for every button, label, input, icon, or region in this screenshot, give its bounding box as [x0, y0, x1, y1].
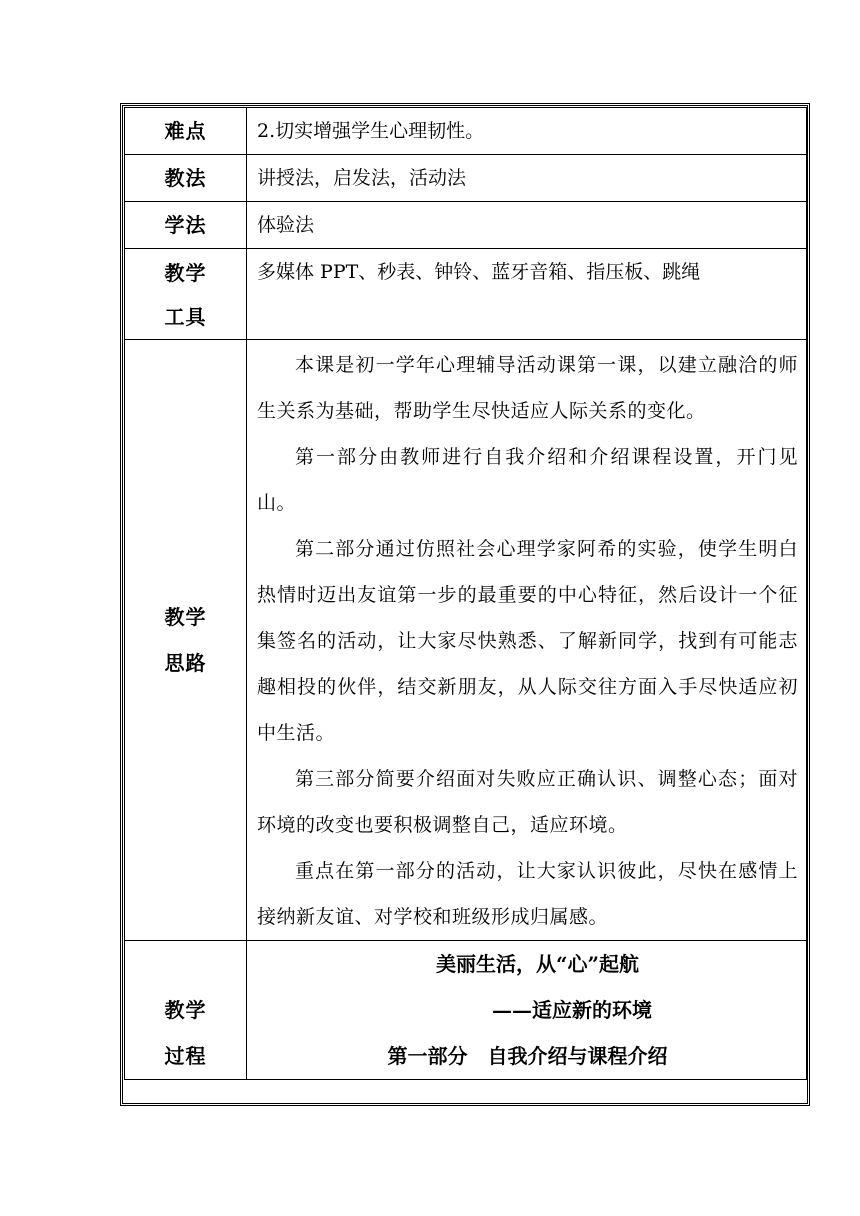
content-learning-method: 体验法 — [247, 202, 807, 249]
label-teaching-method: 教法 — [125, 155, 247, 202]
label-teaching-process-line2: 过程 — [164, 1044, 207, 1068]
row-teaching-tools — [125, 249, 807, 340]
ideas-paragraph: 第三部分简要介绍面对失败应正确认识、调整心态；面对环境的改变也要积极调整自己，适应环境。 — [257, 768, 798, 836]
row-teaching-ideas — [125, 340, 807, 941]
label-teaching-process-line1: 教学 — [164, 998, 207, 1022]
label-teaching-tools-line2: 工具 — [164, 305, 207, 329]
row-teaching-method — [125, 155, 807, 202]
ideas-paragraph: 重点在第一部分的活动，让大家认识彼此，尽快在感情上接纳新友谊、对学校和班级形成归属感。 — [257, 860, 798, 928]
row-teaching-process — [125, 941, 807, 1080]
lesson-plan-table — [124, 107, 807, 1080]
label-teaching-ideas-line1: 教学 — [164, 605, 207, 629]
label-teaching-process — [125, 941, 247, 1080]
label-teaching-tools-line1: 教学 — [164, 261, 207, 285]
lesson-subtitle: ——适应新的环境 — [492, 998, 652, 1022]
content-teaching-method: 讲授法，启发法，活动法 — [247, 155, 807, 202]
label-teaching-ideas — [125, 340, 247, 941]
label-learning-method: 学法 — [125, 202, 247, 249]
ideas-paragraph: 第二部分通过仿照社会心理学家阿希的实验，使学生明白热情时迈出友谊第一步的最重要的中心特征，然后设计一个征集签名的活动，让大家尽快熟悉、了解新同学，找到有可能志趣相投的伙伴，结交新朋友，从人际交往方面入手尽快适应初中生活。 — [257, 538, 798, 744]
row-difficulty — [125, 108, 807, 155]
content-difficulty: 2.切实增强学生心理韧性。 — [247, 108, 807, 155]
ideas-paragraph: 第一部分由教师进行自我介绍和介绍课程设置，开门见山。 — [257, 446, 798, 514]
label-teaching-process-spacer — [125, 941, 246, 987]
content-teaching-tools: 多媒体 PPT、秒表、钟铃、蓝牙音箱、指压板、跳绳 — [247, 249, 807, 340]
content-teaching-process — [247, 941, 807, 1080]
row-learning-method — [125, 202, 807, 249]
content-teaching-ideas — [247, 340, 807, 941]
lesson-title: 美丽生活，从“心”起航 — [435, 952, 639, 976]
ideas-paragraph: 本课是初一学年心理辅导活动课第一课，以建立融洽的师生关系为基础，帮助学生尽快适应人际关系的变化。 — [257, 354, 798, 422]
label-difficulty: 难点 — [125, 108, 247, 155]
section-heading: 第一部分 自我介绍与课程介绍 — [387, 1044, 668, 1068]
label-teaching-ideas-line2: 思路 — [164, 651, 207, 675]
label-teaching-tools — [125, 249, 247, 340]
